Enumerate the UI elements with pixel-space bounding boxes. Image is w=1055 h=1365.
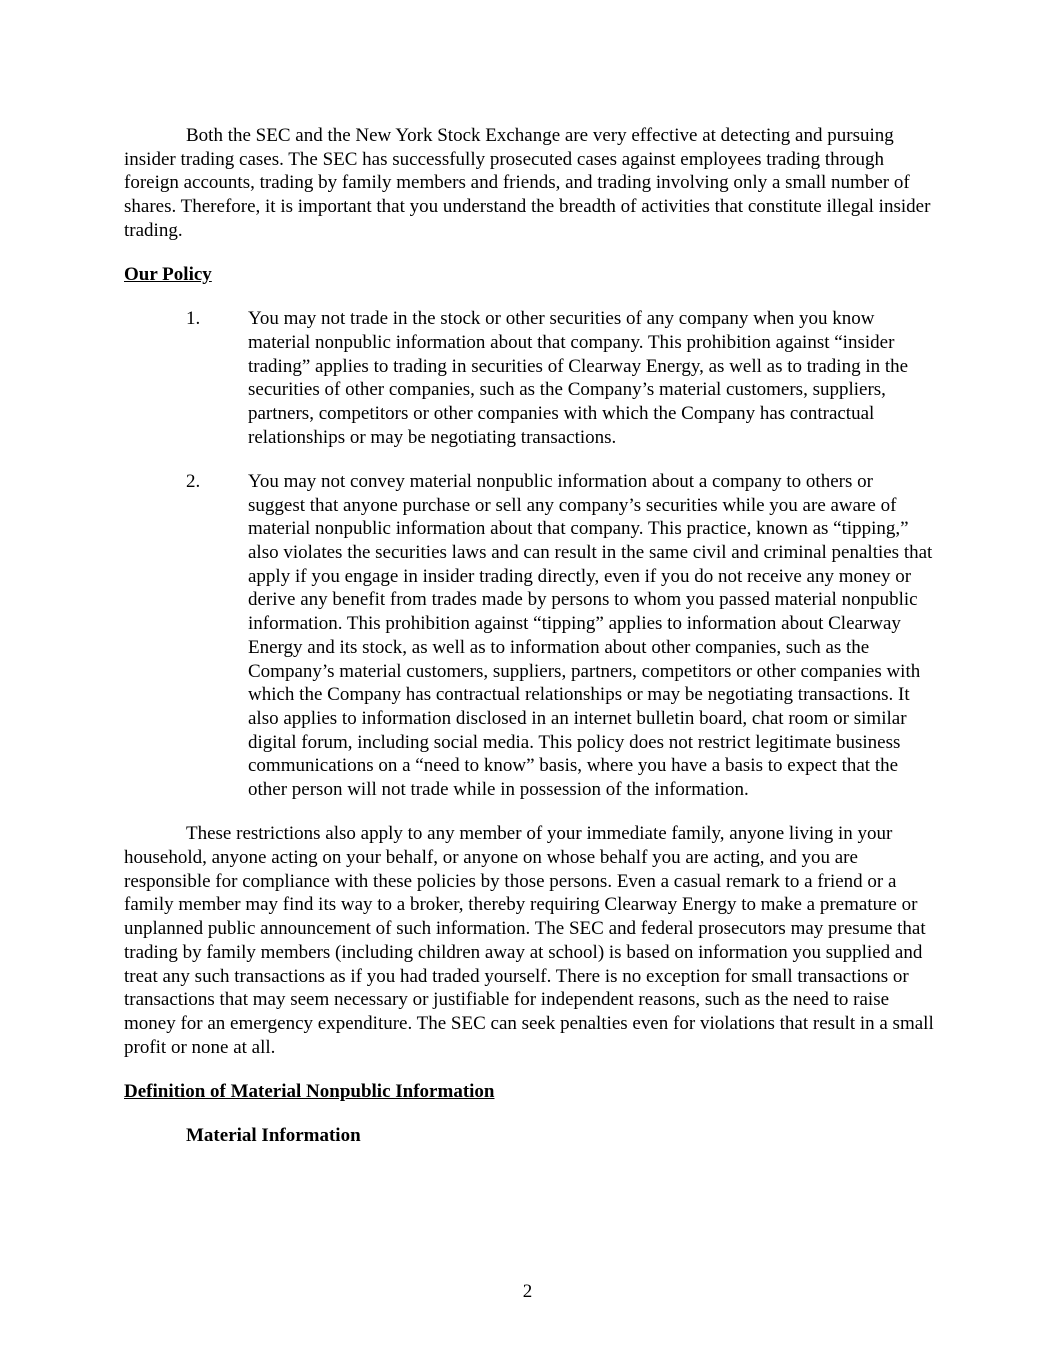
restrictions-paragraph: These restrictions also apply to any member of your immediate family, anyone living in your household, anyone acting on your behalf, or anyone on whose behalf you are acting, and you are responsible for compliance with these policies by those persons. Even a casual remark to a friend or a family member may find its way to a broker, thereby requiring Clearway Energy to make a premature or unplanned public announcement of such information. The SEC and federal prosecutors may presume that trading by family members (including children away at school) is based on information you supplied and treat any such transactions as if you had traded yourself. There is no exception for small transactions or transactions that may seem necessary or justifiable for independent reasons, such as the need to raise money for an emergency expenditure. The SEC can seek penalties even for violations that result in a small profit or none at all.: [124, 823, 934, 1058]
policy-list-item-1: [124, 307, 934, 449]
document-page: [124, 124, 934, 1148]
our-policy-heading: Our Policy: [124, 264, 212, 286]
policy-list-text: You may not trade in the stock or other securities of any company when you know material nonpublic information about that company. This prohibition against “insider trading” applies to trading in securities of Clearway Energy, as well as to trading in the securities of other companies, such as the Company’s material customers, suppliers, partners, competitors or other companies with which the Company has contractual relationships or may be negotiating transactions.: [248, 308, 909, 448]
policy-list-item-2: [124, 470, 934, 802]
material-information-subheading: Material Information: [186, 1125, 361, 1147]
intro-paragraph: Both the SEC and the New York Stock Exchange are very effective at detecting and pursuing insider trading cases. The SEC has successfully prosecuted cases against employees trading through foreign accounts, trading by family members and friends, and trading involving only a small number of shares. Therefore, it is important that you understand the breadth of activities that constitute illegal insider trading.: [124, 125, 931, 241]
policy-list-number: 1.: [186, 308, 201, 330]
definition-heading: Definition of Material Nonpublic Information: [124, 1080, 495, 1102]
policy-list-text: You may not convey material nonpublic information about a company to others or suggest that anyone purchase or sell any company’s securities while you are aware of material nonpublic information about that company. This practice, known as “tipping,” also violates the securities laws and can result in the same civil and criminal penalties that apply if you engage in insider trading directly, even if you do not receive any money or derive any benefit from trades made by persons to whom you passed material nonpublic information. This prohibition against “tipping” applies to information about Clearway Energy and its stock, as well as to information about other companies, such as the Company’s material customers, suppliers, partners, competitors or other companies with which the Company has contractual relationships or may be negotiating transactions. It also applies to information disclosed in an internet bulletin board, chat room or similar digital forum, including social media. This policy does not restrict legitimate business communications on a “need to know” basis, where you have a basis to expect that the other person will not trade while in possession of the information.: [248, 470, 933, 801]
policy-list-number: 2.: [186, 470, 201, 492]
page-number: 2: [522, 1281, 533, 1302]
